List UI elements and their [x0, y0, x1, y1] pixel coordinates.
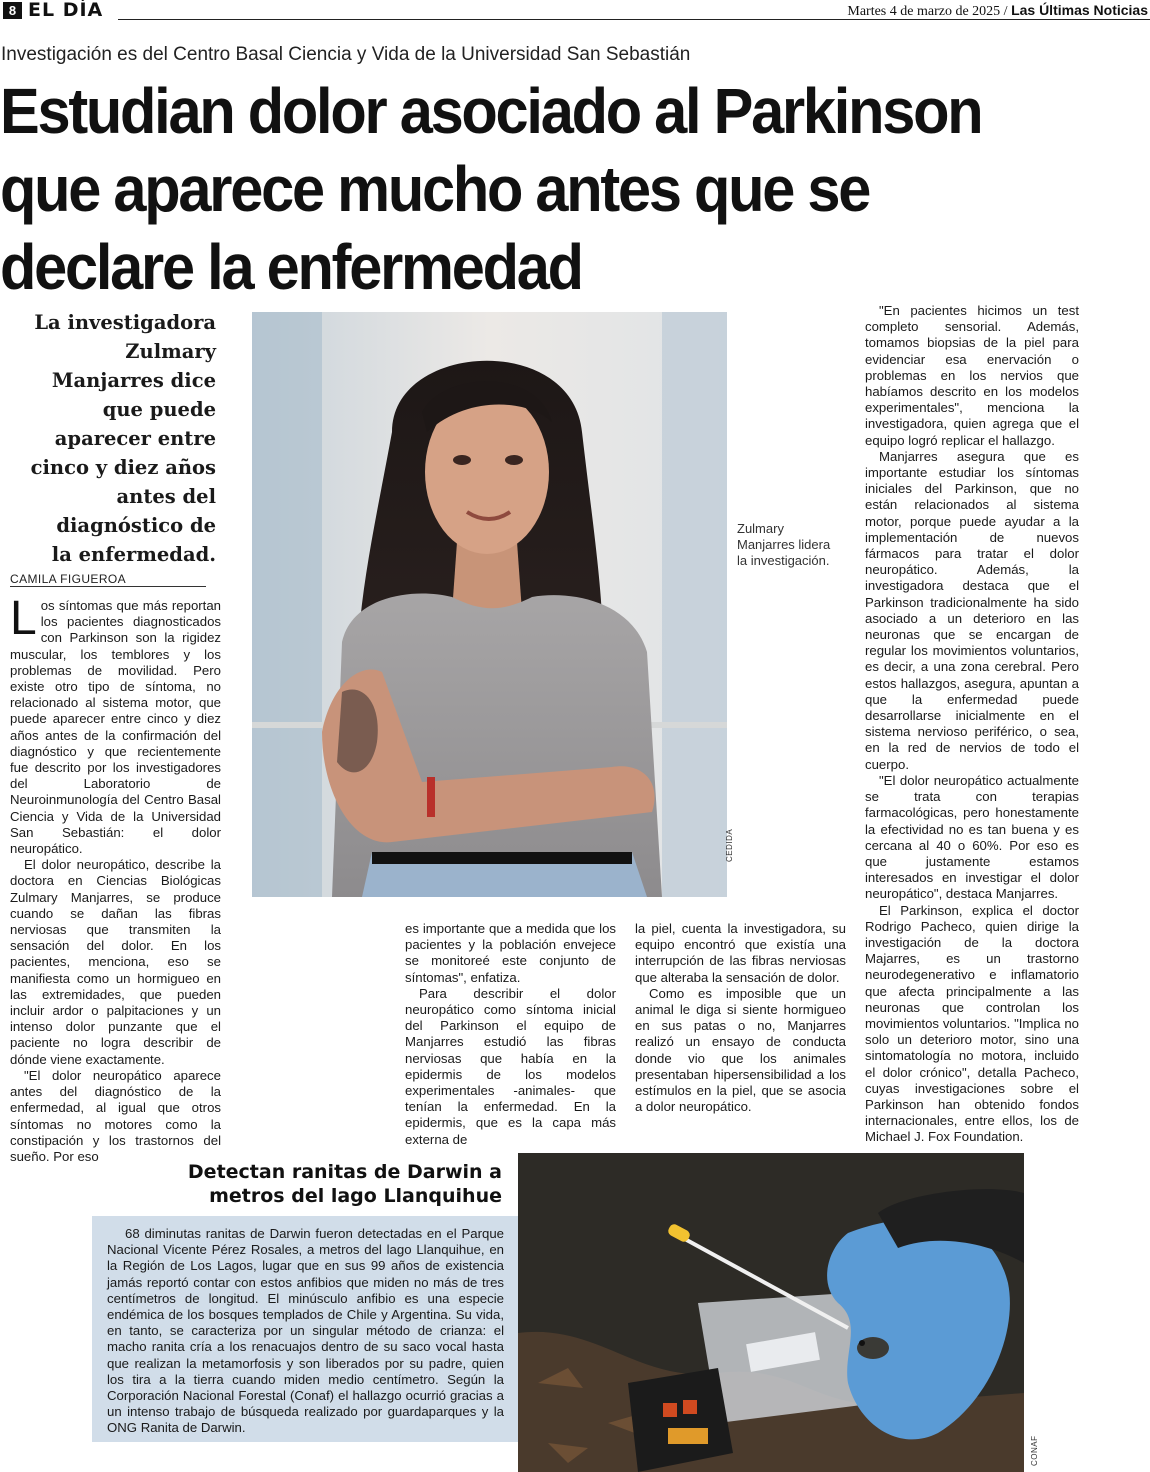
researcher-photo: [252, 312, 727, 897]
page-number: 8: [3, 2, 22, 19]
paragraph: "En pacientes hicimos un test completo sensorial. Además, tomamos biopsias de la piel para evidenciar esa enervación o problemas en los nervios que habíamos descrito en los modelos experimentales", menciona la investigadora, quien agrega que el equipo logró replicar el hallazgo.: [865, 303, 1079, 448]
paragraph: Manjarres asegura que es importante estudiar los síntomas iniciales del Parkinson, que no están relacionados al sistema motor, porque puede ayudar a la implementación de nuevos fármacos para tratar el dolor neuropático. Además, la investigadora destaca que el Parkinson tradicionalmente ha sido asociado a un deterioro en las neuronas que se encargan de regular los movimientos voluntarios, es decir, a una zona cerebral. Pero estos hallazgos, asegura, apuntan a que la enfermedad puede desarrollarse inicialmente en el sistema nervioso periférico, o sea, en la red de nervios de todo el cuerpo.: [865, 448, 1079, 772]
paragraph: "El dolor neuropático actualmente se trata con terapias farmacológicas, pero honestamente la efectividad no es tan buena y es cercana al 40 o 60%. Por eso es que justamente estamos interesados en investigar el dolor neuropático", destaca Manjarres.: [865, 772, 1079, 902]
paragraph: Para describir el dolor neuropático como síntoma inicial del Parkinson el equipo de Manjarres estudió las fibras nerviosas que había en la epidermis de los modelos experimentales -animales- que tenían la enfermedad. En la epidermis, que es la capa más externa de: [405, 985, 616, 1147]
paragraph: "El dolor neuropático aparece antes del diagnóstico de la enfermedad, al igual que otros síntomas no motores como la constipación y los trastornos del sueño. Por eso: [10, 1067, 221, 1164]
paragraph: Como es imposible que un animal le diga si siente hormigueo en sus patas o no, Manjarres realizó un ensayo de conducta donde vio que los animales presentaban hipersensibilidad a los estímulos en la piel, que se asocia a dolor neuropático.: [635, 985, 846, 1115]
frog-photo-illustration: [518, 1153, 1024, 1472]
drop-cap: L: [10, 592, 37, 645]
article-column-3: [635, 921, 846, 1115]
article-column-2: [405, 921, 616, 1148]
byline: CAMILA FIGUEROA: [10, 572, 127, 586]
secondary-story-body: 68 diminutas ranitas de Darwin fueron detectadas en el Parque Nacional Vicente Pérez Rosales, a metros del lago Llanquihue, en la Región de Los Lagos, lugar que en sus 99 años de existencia jamás reportó contar con estos anfibios que miden no más de tres centímetros de longitud. El minúsculo anfibio es una especie endémica de los bosques templados de Chile y Argentina. Su vida, en tanto, se caracteriza por un singular método de crianza: el macho ranita cría a los renacuajos dentro de su saco vocal hasta que realizan la metamorfosis y son liberados por su padre, quien los tira a la tierra cuando miden medio centímetro. Según la Corporación Nacional Forestal (Conaf) el hallazgo ocurrió gracias a un intenso trabajo de búsqueda realizado por guardaparques y la ONG Ranita de Darwin.: [107, 1226, 504, 1436]
article-kicker: Investigación es del Centro Basal Ciencia y Vida de la Universidad San Sebastián: [1, 44, 691, 65]
photo-credit: CEDIDA: [725, 828, 734, 862]
paragraph: El dolor neuropático, describe la doctora en Ciencias Biológicas Zulmary Manjarres, se produce cuando se dañan las fibras nerviosas que transmiten la sensación del dolor. En los pacientes, menciona, eso se manifiesta como un hormigueo en las extremidades, que pueden incluir ardor o palpitaciones y un intenso dolor punzante que el paciente no logra describir de dónde viene exactamente.: [10, 857, 221, 1067]
secondary-headline: Detectan ranitas de Darwin a metros del lago Llanquihue: [187, 1161, 502, 1207]
paragraph: es importante que a medida que los pacientes y la población envejece se monitoreé este conjunto de síntomas", enfatiza.: [405, 921, 616, 985]
paragraph: El Parkinson, explica el doctor Rodrigo Pacheco, quien dirige la investigación de la doctora Majarres, es un trastorno neurodegenerativo e inflamatorio que afecta principalmente a las neuronas que controlan los movimientos voluntarios. "Implica no solo un deterioro motor, sino una sintomatología no motora, incluido el dolor crónico", detalla Pacheco, cuyas investigaciones sobre el Parkinson han obtenido fondos internacionales, entre ellos, los de Michael J. Fox Foundation.: [865, 902, 1079, 1145]
article-column-4: [865, 303, 1079, 1146]
article-column-1: [10, 592, 221, 1165]
section-name: EL DÍA: [28, 0, 104, 21]
publication-name: Las Últimas Noticias: [1011, 2, 1148, 18]
issue-date: Martes 4 de marzo de 2025: [847, 4, 1001, 19]
article-deck: La investigadora Zulmary Manjarres dice que puede aparecer entre cinco y diez años antes del diagnóstico de la enfermedad.: [30, 311, 216, 566]
header-dateline: [847, 2, 1148, 20]
researcher-portrait-illustration: [252, 312, 727, 897]
byline-rule: [10, 586, 206, 587]
dateline-separator: /: [1003, 4, 1008, 19]
frog-photo-credit: CONAF: [1030, 1435, 1039, 1466]
frog-photo: [518, 1153, 1024, 1472]
paragraph: la piel, cuenta la investigadora, su equipo encontró que existía una interrupción de las fibras nerviosas que alteraba la sensación de dolor.: [635, 921, 846, 985]
article-headline: Estudian dolor asociado al Parkinson que aparece mucho antes que se declare la enfermedad: [0, 75, 982, 303]
paragraph: Los síntomas que más reportan los pacientes diagnosticados con Parkinson son la rigidez muscular, los temblores y los problemas de movilidad. Pero existe otro tipo de síntoma, no relacionado al sistema motor, que puede aparecer entre cinco y diez años antes de la confirmación del diagnóstico y que recientemente fue descrito por los investigadores del Laboratorio de Neuroinmunología del Centro Basal Ciencia y Vida de la Universidad San Sebastián: el dolor neuropático.: [10, 592, 221, 857]
page-header: [0, 0, 1150, 22]
photo-caption: Zulmary Manjarres lidera la investigación.: [737, 521, 831, 568]
